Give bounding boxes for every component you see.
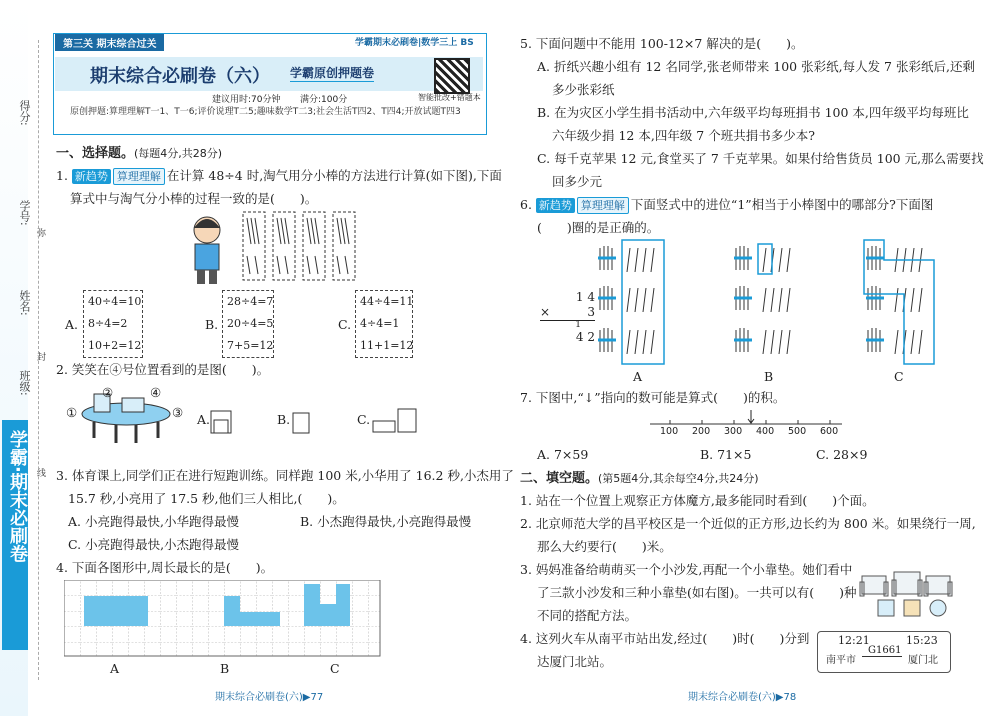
q7-tick-600: 600 — [820, 426, 839, 437]
label-score: 得分: — [18, 100, 31, 126]
ticket-arrow — [862, 656, 902, 657]
qr-caption: 智能批改+错题本 — [418, 93, 481, 102]
time-label: 建议用时:70分钟 — [212, 95, 281, 105]
f3-text3: 不同的搭配方法。 — [537, 608, 638, 623]
q7-line — [520, 386, 785, 409]
q2-text: 笑笑在④号位置看到的是图( )。 — [71, 362, 270, 377]
q5-option-a1[interactable]: A. 折纸兴趣小组有 12 名同学,张老师带来 100 张彩纸,每人发 7 张彩纸后,还剩 — [537, 59, 975, 74]
label-id: 学号: — [18, 200, 31, 226]
q1-line1 — [56, 164, 502, 187]
cut-mark-3: 线 — [35, 468, 45, 477]
cut-line — [38, 40, 39, 680]
q7-tick-400: 400 — [756, 426, 775, 437]
f3-text1: 妈妈准备给萌萌买一个小沙发,再配一个小靠垫。她们看中 — [535, 562, 853, 577]
q6-tag-trend: 新趋势 — [536, 198, 575, 213]
cut-mark-1: 弥 — [35, 228, 45, 237]
f2-number: 2. — [520, 516, 532, 531]
f3-sofa-figure — [858, 556, 956, 620]
section1-note: (每题4分,共28分) — [134, 147, 223, 160]
q5-option-b2: 六年级少捐 12 本,四年级 7 个班共捐书多少本? — [552, 128, 815, 143]
stick-bundles — [243, 212, 355, 280]
q5-text: 下面问题中不能用 100-12×7 解决的是( )。 — [535, 36, 804, 51]
q4-grid-figure — [64, 580, 382, 658]
q3-number: 3. — [56, 468, 68, 483]
q6-calc-top: 1 4 — [575, 290, 595, 304]
f2-line1 — [520, 512, 976, 535]
cut-mark-2: 封 — [35, 352, 45, 361]
f2-text2: 那么大约要行( )米。 — [537, 539, 672, 554]
q1-option-a-label[interactable]: A. — [65, 317, 79, 332]
q1-option-b-label[interactable]: B. — [205, 317, 219, 332]
q1-option-c[interactable] — [355, 290, 413, 358]
q6-label-c[interactable]: C — [894, 369, 904, 384]
q4-text: 下面各图形中,周长最长的是( )。 — [71, 560, 274, 575]
f1-text: 站在一个位置上观察正方体魔方,最多能同时看到( )个面。 — [535, 493, 875, 508]
q2-table-figure — [64, 384, 188, 446]
q1-tag-type: 算理理解 — [113, 168, 165, 185]
q7-text: 下图中,“↓”指向的数可能是算式( )的积。 — [535, 390, 786, 405]
section2-title: 二、填空题。 — [520, 471, 599, 486]
q5-option-a2: 多少张彩纸 — [552, 82, 615, 97]
q2-option-b[interactable]: B. — [277, 412, 291, 427]
q3-line1 — [56, 464, 514, 487]
q3-text2: 15.7 秒,小亮用了 17.5 秒,他们三人相比,( )。 — [68, 491, 345, 506]
q2-pos-4: ④ — [150, 385, 162, 400]
q5-line — [520, 32, 804, 55]
f3-text2: 了三款小沙发和三种小靠垫(如右图)。一共可以有( )种 — [537, 585, 857, 600]
footer-right: 期末综合必刷卷(六)▶78 — [688, 692, 797, 703]
q7-number-line — [650, 410, 845, 426]
q6-line1 — [520, 193, 933, 216]
q4-label-a[interactable]: A — [110, 661, 120, 676]
q3-option-b[interactable]: B. 小杰跑得最快,小亮跑得最慢 — [300, 514, 472, 529]
q1-tag-trend: 新趋势 — [72, 169, 111, 184]
q1-c-line1: 44÷4=11 — [360, 295, 414, 308]
q2-pos-2: ② — [102, 385, 114, 400]
q5-option-b1[interactable]: B. 在为灾区小学生捐书活动中,六年级平均每班捐书 100 本,四年级平均每班比 — [537, 105, 969, 120]
q7-tick-300: 300 — [724, 426, 743, 437]
q4-label-b[interactable]: B — [220, 661, 230, 676]
q1-a-line2: 8÷4=2 — [88, 317, 128, 330]
brand-title: 学霸·期末必刷卷 — [7, 430, 28, 563]
q6-figure-a[interactable] — [594, 238, 666, 368]
q1-c-line2: 4÷4=1 — [360, 317, 400, 330]
train-ticket — [817, 631, 951, 673]
q4-line — [56, 556, 273, 579]
section2-note: (第5题4分,其余每空4分,共24分) — [598, 472, 759, 485]
q1-b-line2: 20÷4=5 — [227, 317, 274, 330]
q2-pos-3: ③ — [172, 405, 184, 420]
ticket-from: 南平市 — [826, 655, 856, 666]
ticket-train-number: G1661 — [868, 645, 902, 656]
q5-number: 5. — [520, 36, 532, 51]
q6-calc-mult: × — [540, 305, 551, 319]
header-note: 原创押题:算理理解T一1、T一6;评价说理T二5;趣味数学T二3;社会生活T四2、T四4;开放试题T四3 — [70, 107, 461, 117]
ticket-to: 厦门北 — [908, 655, 938, 666]
q6-calc-mid: 3 — [587, 305, 595, 319]
q1-figure — [185, 208, 365, 288]
q1-b-line1: 28÷4=7 — [227, 295, 274, 308]
q6-calc-res: 4 2 — [575, 330, 595, 344]
q7-option-b[interactable]: B. 71×5 — [700, 447, 752, 462]
f4-line1 — [520, 627, 809, 650]
q1-number: 1. — [56, 168, 68, 183]
q2-option-c-shape — [372, 408, 418, 434]
q3-text1: 体育课上,同学们正在进行短跑训练。同样跑 100 米,小华用了 16.2 秒,小杰用了 — [71, 468, 514, 483]
section1-heading — [56, 142, 222, 161]
f1-line — [520, 489, 875, 512]
q2-option-a[interactable]: A. — [197, 412, 211, 427]
q7-option-a[interactable]: A. 7×59 — [537, 447, 589, 462]
q7-tick-100: 100 — [660, 426, 679, 437]
f2-text1: 北京师范大学的昌平校区是一个近似的正方形,边长约为 800 米。如果绕行一周, — [535, 516, 976, 531]
q5-option-c2: 回多少元 — [552, 174, 603, 189]
label-name: 姓名: — [18, 290, 31, 316]
q6-label-a[interactable]: A — [633, 369, 643, 384]
boy-illustration — [194, 217, 220, 284]
series-label: 学霸期末必刷卷|数学三上 BS — [355, 38, 474, 48]
ticket-arrive-time: 15:23 — [906, 634, 938, 647]
q6-figure-c[interactable] — [862, 238, 938, 368]
f1-number: 1. — [520, 493, 532, 508]
f4-text2: 达厦门北站。 — [537, 654, 613, 669]
ticket-depart-time: 12:21 — [838, 634, 870, 647]
q1-option-a[interactable] — [83, 290, 143, 358]
q3-option-c[interactable]: C. 小亮跑得最快,小杰跑得最慢 — [68, 537, 240, 552]
q1-text1: 在计算 48÷4 时,淘气用分小棒的方法进行计算(如下图),下面 — [166, 168, 502, 183]
section2-heading — [520, 467, 759, 486]
q1-b-line3: 7+5=12 — [227, 339, 274, 352]
q6-number: 6. — [520, 197, 532, 212]
page-title: 期末综合必刷卷（六） — [90, 66, 270, 87]
q2-pos-1: ① — [66, 405, 78, 420]
score-label: 满分:100分 — [300, 95, 348, 105]
q1-c-line3: 11+1=12 — [360, 339, 414, 352]
q6-figure-b[interactable] — [730, 238, 802, 368]
stage-tag: 第三关 期末综合过关 — [55, 34, 164, 51]
q1-a-line3: 10+2=12 — [88, 339, 142, 352]
q6-text2: ( )圈的是正确的。 — [537, 220, 660, 235]
q3-option-a[interactable]: A. 小亮跑得最快,小华跑得最慢 — [68, 514, 239, 529]
q6-calc — [540, 290, 595, 345]
f4-text1: 这列火车从南平市站出发,经过( )时( )分到 — [535, 631, 810, 646]
f4-number: 4. — [520, 631, 532, 646]
q2-line — [56, 358, 269, 381]
q1-text2: 算式中与淘气分小棒的过程一致的是( )。 — [70, 191, 318, 206]
f3-number: 3. — [520, 562, 532, 577]
q1-option-b[interactable] — [222, 290, 274, 358]
sub-title: 学霸原创押题卷 — [290, 66, 375, 80]
q6-text1: 下面竖式中的进位“1”相当于小棒图中的哪部分?下面图 — [630, 197, 934, 212]
footer-left: 期末综合必刷卷(六)▶77 — [215, 692, 324, 703]
q2-number: 2. — [56, 362, 68, 377]
q6-label-b[interactable]: B — [764, 369, 774, 384]
qr-code[interactable] — [434, 58, 470, 94]
q5-option-c1[interactable]: C. 每千克苹果 12 元,食堂买了 7 千克苹果。如果付给售货员 100 元,那么需要找 — [537, 151, 984, 166]
q6-tag-type: 算理理解 — [577, 197, 629, 214]
q6-calc-carry: 1 — [575, 320, 581, 330]
f3-line1 — [520, 558, 852, 581]
q2-option-b-shape — [292, 412, 310, 434]
q1-option-c-label[interactable]: C. — [338, 317, 352, 332]
q1-a-line1: 40÷4=10 — [88, 295, 142, 308]
q7-tick-200: 200 — [692, 426, 711, 437]
q4-label-c[interactable]: C — [330, 661, 340, 676]
q7-tick-500: 500 — [788, 426, 807, 437]
section1-title: 一、选择题。 — [56, 146, 135, 161]
q7-option-c[interactable]: C. 28×9 — [816, 447, 868, 462]
q4-number: 4. — [56, 560, 68, 575]
q2-option-a-shape — [210, 410, 232, 434]
label-class: 班级: — [18, 370, 31, 396]
q2-option-c[interactable]: C. — [357, 412, 371, 427]
q7-number: 7. — [520, 390, 532, 405]
